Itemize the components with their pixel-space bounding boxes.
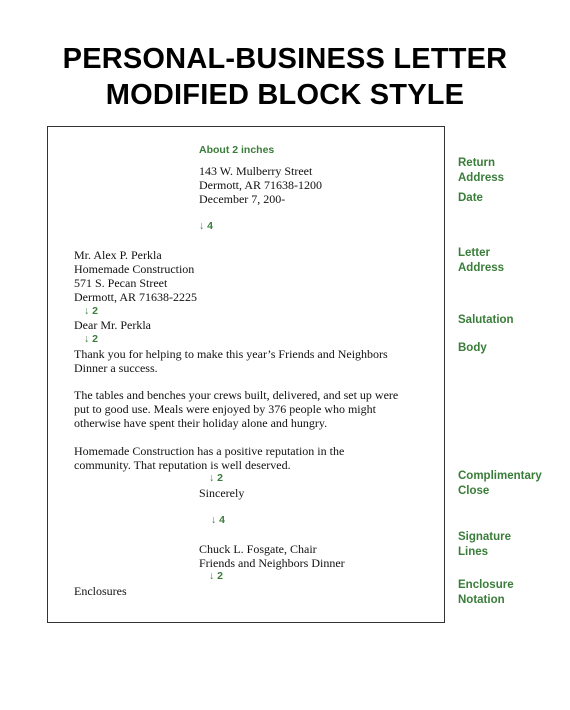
label-signature-lines-line-2: Lines [458,546,489,558]
spacing-marker-after-body: ↓ 2 [209,472,224,484]
label-complimentary-close-line-1: Complimentary [458,470,542,482]
label-letter-address-line-1: Letter [458,247,490,259]
return-address-line-1: 143 W. Mulberry Street [199,164,313,178]
page-title-line-2: MODIFIED BLOCK STYLE [105,79,465,111]
label-enclosure-notation-line-1: Enclosure [458,579,514,591]
spacing-marker-after-close: ↓ 4 [211,514,226,526]
body-paragraph-2-line-1: The tables and benches your crews built, delivered, and set up were [74,388,399,402]
body-paragraph-3-line-2: community. That reputation is well deserved. [74,458,291,472]
spacing-marker-after-signature: ↓ 2 [209,570,224,582]
complimentary-close: Sincerely [199,486,245,500]
spacing-marker-after-address: ↓ 2 [84,305,99,317]
label-salutation: Salutation [458,314,514,326]
label-enclosure-notation-line-2: Notation [458,594,505,606]
label-date: Date [458,192,483,204]
label-complimentary-close [458,469,542,499]
signature-line-1: Chuck L. Fosgate, Chair [199,542,317,556]
letter-address-line-4: Dermott, AR 71638-2225 [74,290,197,304]
label-return-address-line-2: Address [458,172,505,184]
body-paragraph-3-line-1: Homemade Construction has a positive reputation in the [74,444,345,458]
label-letter-address-line-2: Address [458,262,505,274]
body-paragraph-2-line-2: put to good use. Meals were enjoyed by 376 people who might [74,402,376,416]
spacing-marker-after-date: ↓ 4 [199,220,214,232]
letter-address-line-2: Homemade Construction [74,262,195,276]
label-signature-lines-line-1: Signature [458,531,512,543]
label-signature-lines [458,530,511,560]
margin-note: About 2 inches [199,144,275,156]
letter-date: December 7, 200- [199,192,286,206]
label-return-address-line-1: Return [458,157,496,169]
letter-address-line-3: 571 S. Pecan Street [74,276,168,290]
spacing-marker-after-salutation: ↓ 2 [84,333,99,345]
body-paragraph-1-line-1: Thank you for helping to make this year’s Friends and Neighbors [74,347,388,361]
body-paragraph-1-line-2: Dinner a success. [74,361,158,375]
return-address-line-2: Dermott, AR 71638-1200 [199,178,322,192]
label-letter-address [458,246,504,276]
enclosure-line: Enclosures [74,584,127,598]
letter-address-line-1: Mr. Alex P. Perkla [74,248,162,262]
label-body: Body [458,342,487,354]
label-return-address [458,156,504,186]
page-title-line-1: PERSONAL-BUSINESS LETTER [62,43,508,75]
salutation: Dear Mr. Perkla [74,318,151,332]
label-complimentary-close-line-2: Close [458,485,490,497]
signature-line-2: Friends and Neighbors Dinner [199,556,345,570]
label-enclosure-notation [458,578,514,608]
body-paragraph-2-line-3: otherwise have spent their holiday alone and hungry. [74,416,328,430]
